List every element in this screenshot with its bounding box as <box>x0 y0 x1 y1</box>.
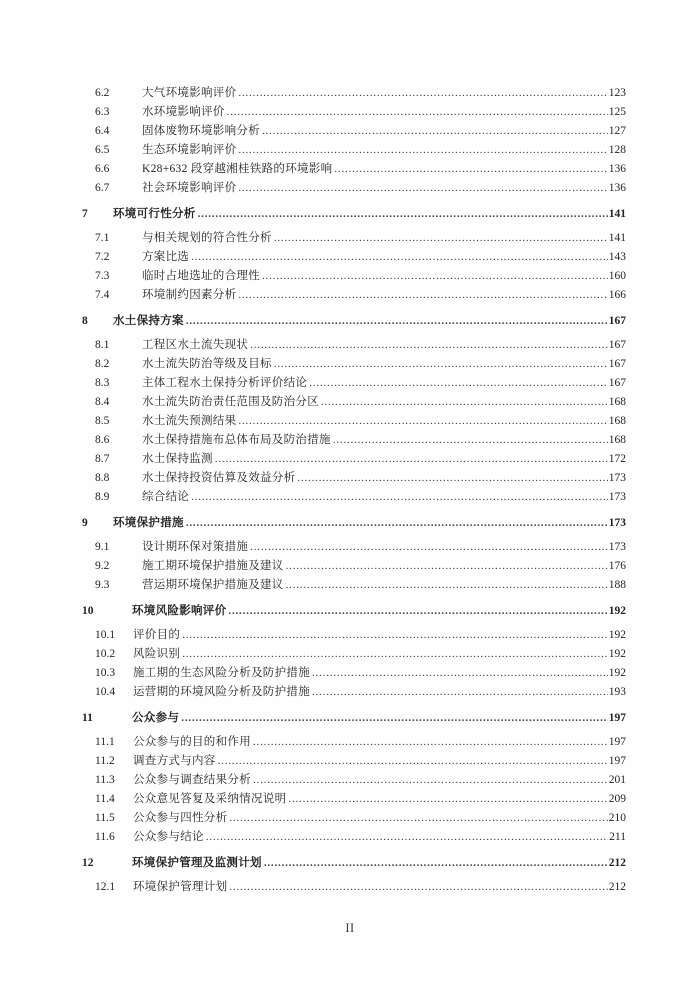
toc-entry-number: 10.1 <box>95 629 116 641</box>
toc-entry-number: 6.7 <box>95 182 110 194</box>
toc-entry-number: 8.9 <box>95 491 110 503</box>
toc-entry-number: 6.4 <box>95 125 110 137</box>
toc-entry-number: 7.1 <box>95 232 110 244</box>
toc-entry[interactable] <box>82 709 626 728</box>
toc-entry-page: 136 <box>608 182 626 194</box>
toc-entry[interactable] <box>95 141 626 160</box>
toc-entry-page: 201 <box>608 774 626 786</box>
toc-entry[interactable] <box>95 393 626 412</box>
toc-entry-page: 176 <box>608 560 626 572</box>
toc-entry-title: 环境可行性分析 <box>113 208 196 220</box>
toc-entry[interactable] <box>95 664 626 683</box>
toc-entry-title: 运营期的环境风险分析及防护措施 <box>133 686 310 698</box>
toc-entry[interactable] <box>95 229 626 248</box>
toc-entry[interactable] <box>95 248 626 267</box>
toc-entry-title: 生态环境影响评价 <box>142 144 237 156</box>
toc-entry[interactable] <box>82 514 626 533</box>
toc-entry-page: 173 <box>608 541 626 553</box>
dot-leader <box>274 355 608 374</box>
dot-leader <box>250 538 608 557</box>
toc-entry[interactable] <box>95 771 626 790</box>
toc-entry-title: 环境保护措施 <box>113 517 184 529</box>
toc-entry-title: 营运期环境保护措施及建议 <box>142 579 284 591</box>
toc-entry-title: 公众参与结论 <box>133 831 204 843</box>
toc-entry-number: 11.5 <box>95 812 115 824</box>
dot-leader <box>286 557 608 576</box>
toc-entry[interactable] <box>95 336 626 355</box>
dot-leader <box>238 141 607 160</box>
toc-entry-title: 公众参与调查结果分析 <box>133 774 251 786</box>
toc-entry[interactable] <box>95 412 626 431</box>
toc-entry-title: 施工期的生态风险分析及防护措施 <box>133 667 310 679</box>
toc-entry-page: 173 <box>608 491 626 503</box>
toc-entry[interactable] <box>82 312 626 331</box>
toc-entry-number: 6.5 <box>95 144 110 156</box>
dot-leader <box>312 664 608 683</box>
toc-entry-page: 136 <box>608 163 626 175</box>
toc-entry-page: 168 <box>608 415 626 427</box>
toc-entry-number: 11.3 <box>95 774 115 786</box>
toc-entry-title: 固体废物环境影响分析 <box>142 125 260 137</box>
toc-entry[interactable] <box>95 790 626 809</box>
toc-entry[interactable] <box>95 538 626 557</box>
dot-leader <box>312 683 608 702</box>
toc-entry-page: 192 <box>608 667 626 679</box>
toc-entry[interactable] <box>95 355 626 374</box>
toc-entry-title: K28+632 段穿越湘桂铁路的环境影响 <box>142 163 333 175</box>
toc-entry[interactable] <box>95 488 626 507</box>
toc-entry-page: 210 <box>608 812 626 824</box>
dot-leader <box>182 645 608 664</box>
toc-entry-number: 7.2 <box>95 251 110 263</box>
toc-entry-page: 141 <box>608 208 626 220</box>
dot-leader <box>182 626 608 645</box>
toc-entry-number: 7 <box>82 208 88 220</box>
toc-entry[interactable] <box>95 752 626 771</box>
page-number-footer: II <box>345 921 355 935</box>
toc-entry[interactable] <box>82 602 626 621</box>
toc-entry-page: 193 <box>608 686 626 698</box>
toc-entry-number: 8.2 <box>95 358 110 370</box>
toc-entry[interactable] <box>95 469 626 488</box>
toc-entry-page: 160 <box>608 270 626 282</box>
dot-leader <box>206 828 608 847</box>
toc-entry[interactable] <box>95 286 626 305</box>
toc-entry-title: 公众意见答复及采纳情况说明 <box>133 793 287 805</box>
toc-entry-page: 212 <box>608 881 626 893</box>
toc-entry-number: 12.1 <box>95 881 116 893</box>
dot-leader <box>309 374 608 393</box>
dot-leader <box>321 393 608 412</box>
toc-entry[interactable] <box>82 205 626 224</box>
toc-entry-title: 调查方式与内容 <box>133 755 216 767</box>
dot-leader <box>238 412 607 431</box>
toc-entry-title: 与相关规划的符合性分析 <box>142 232 272 244</box>
toc-entry-title: 水土保持方案 <box>113 315 184 327</box>
toc-entry-page: 127 <box>608 125 626 137</box>
toc-entry[interactable] <box>95 626 626 645</box>
toc-entry-title: 大气环境影响评价 <box>142 87 237 99</box>
toc-entry-number: 11 <box>82 712 93 724</box>
toc-entry-page: 209 <box>608 793 626 805</box>
toc-entry-page: 212 <box>608 857 626 869</box>
toc-entry[interactable] <box>95 103 626 122</box>
toc-entry-title: 水土保持措施布总体布局及防治措施 <box>142 434 331 446</box>
dot-leader <box>334 160 607 179</box>
toc-entry-number: 11.4 <box>95 793 115 805</box>
toc-entry[interactable] <box>95 576 626 595</box>
toc-entry-title: 环境制约因素分析 <box>142 289 237 301</box>
toc-entry-number: 7.4 <box>95 289 110 301</box>
toc-entry[interactable] <box>95 809 626 828</box>
toc-entry-page: 125 <box>608 106 626 118</box>
toc-entry[interactable] <box>95 878 626 897</box>
toc-entry[interactable] <box>95 683 626 702</box>
toc-entry-number: 8.3 <box>95 377 110 389</box>
toc-entry-title: 环境保护管理计划 <box>133 881 228 893</box>
toc-entry-number: 11.1 <box>95 736 115 748</box>
dot-leader <box>198 205 608 224</box>
toc-entry-page: 173 <box>608 472 626 484</box>
toc-entry-title: 水土流失预测结果 <box>142 415 237 427</box>
toc-entry[interactable] <box>82 854 626 873</box>
toc-entry-number: 9 <box>82 517 88 529</box>
dot-leader <box>253 771 608 790</box>
toc-entry[interactable] <box>95 267 626 286</box>
dot-leader <box>286 576 608 595</box>
toc-entry-page: 167 <box>608 339 626 351</box>
dot-leader <box>250 336 608 355</box>
toc-entry-number: 9.2 <box>95 560 110 572</box>
dot-leader <box>333 431 608 450</box>
toc-entry-number: 6.2 <box>95 87 110 99</box>
toc-entry-number: 9.1 <box>95 541 110 553</box>
toc-entry-title: 水土保持投资估算及效益分析 <box>142 472 296 484</box>
toc-entry-title: 风险识别 <box>133 648 181 660</box>
toc-entry-page: 167 <box>608 377 626 389</box>
toc-entry-title: 水土流失防治等级及目标 <box>142 358 272 370</box>
toc-entry[interactable] <box>95 374 626 393</box>
toc-entry-number: 10 <box>82 605 94 617</box>
toc-entry-title: 环境风险影响评价 <box>132 605 227 617</box>
dot-leader <box>274 229 608 248</box>
toc-entry-page: 192 <box>608 648 626 660</box>
toc-entry-number: 8.5 <box>95 415 110 427</box>
dot-leader <box>238 84 607 103</box>
toc-entry-number: 8.8 <box>95 472 110 484</box>
toc-entry-title: 施工期环境保护措施及建议 <box>142 560 284 572</box>
toc-entry-number: 10.2 <box>95 648 116 660</box>
toc-entry-title: 临时占地选址的合理性 <box>142 270 260 282</box>
toc-entry-title: 工程区水土流失现状 <box>142 339 249 351</box>
toc-entry-number: 8.4 <box>95 396 110 408</box>
toc-entry-title: 社会环境影响评价 <box>142 182 237 194</box>
dot-leader <box>288 790 607 809</box>
dot-leader <box>186 514 608 533</box>
toc-entry-title: 方案比选 <box>142 251 190 263</box>
toc-entry-page: 197 <box>608 712 626 724</box>
toc-entry-number: 6.3 <box>95 106 110 118</box>
toc-entry-page: 211 <box>609 831 626 843</box>
toc-entry-title: 水土流失防治责任范围及防治分区 <box>142 396 319 408</box>
toc-entry[interactable] <box>95 828 626 847</box>
toc-entry-number: 7.3 <box>95 270 110 282</box>
toc-entry-title: 评价目的 <box>133 629 181 641</box>
dot-leader <box>262 122 608 141</box>
toc-entry-number: 6.6 <box>95 163 110 175</box>
dot-leader <box>238 179 607 198</box>
table-of-contents <box>82 84 626 897</box>
toc-entry-number: 8 <box>82 315 88 327</box>
toc-entry-number: 12 <box>82 857 94 869</box>
toc-entry[interactable] <box>95 122 626 141</box>
toc-entry[interactable] <box>95 84 626 103</box>
toc-entry-title: 环境保护管理及监测计划 <box>132 857 262 869</box>
toc-entry-title: 水土保持监测 <box>142 453 213 465</box>
dot-leader <box>218 752 608 771</box>
dot-leader <box>215 450 608 469</box>
toc-entry-number: 8.7 <box>95 453 110 465</box>
dot-leader <box>238 286 607 305</box>
dot-leader <box>264 854 608 873</box>
dot-leader <box>227 103 608 122</box>
toc-entry-number: 10.4 <box>95 686 116 698</box>
toc-entry-page: 128 <box>608 144 626 156</box>
toc-entry-number: 8.1 <box>95 339 110 351</box>
toc-entry-title: 公众参与四性分析 <box>133 812 228 824</box>
toc-entry-page: 141 <box>608 232 626 244</box>
toc-entry-page: 173 <box>608 517 626 529</box>
toc-entry[interactable] <box>95 733 626 752</box>
toc-entry-page: 172 <box>608 453 626 465</box>
dot-leader <box>181 709 608 728</box>
toc-entry-number: 11.2 <box>95 755 115 767</box>
dot-leader <box>253 733 608 752</box>
toc-entry[interactable] <box>95 450 626 469</box>
toc-entry-page: 197 <box>608 736 626 748</box>
toc-entry-number: 8.6 <box>95 434 110 446</box>
toc-entry-number: 11.6 <box>95 831 115 843</box>
toc-entry-page: 192 <box>608 605 626 617</box>
dot-leader <box>191 248 608 267</box>
toc-entry-number: 9.3 <box>95 579 110 591</box>
toc-entry[interactable] <box>95 179 626 198</box>
toc-entry-title: 公众参与的目的和作用 <box>133 736 251 748</box>
dot-leader <box>297 469 607 488</box>
dot-leader <box>191 488 608 507</box>
toc-entry-page: 192 <box>608 629 626 641</box>
toc-entry-page: 166 <box>608 289 626 301</box>
dot-leader <box>262 267 608 286</box>
toc-entry-title: 设计期环保对策措施 <box>142 541 249 553</box>
toc-entry[interactable] <box>95 557 626 576</box>
toc-entry-page: 168 <box>608 434 626 446</box>
dot-leader <box>229 809 607 828</box>
toc-entry[interactable] <box>95 160 626 179</box>
toc-entry-page: 143 <box>608 251 626 263</box>
toc-entry-title: 公众参与 <box>132 712 180 724</box>
toc-entry-page: 167 <box>608 358 626 370</box>
toc-entry-page: 197 <box>608 755 626 767</box>
toc-entry-page: 188 <box>608 579 626 591</box>
toc-entry-page: 168 <box>608 396 626 408</box>
dot-leader <box>228 602 607 621</box>
toc-entry-title: 综合结论 <box>142 491 190 503</box>
dot-leader <box>229 878 607 897</box>
toc-entry-title: 主体工程水土保持分析评价结论 <box>142 377 308 389</box>
toc-entry[interactable] <box>95 431 626 450</box>
toc-entry[interactable] <box>95 645 626 664</box>
toc-entry-page: 123 <box>608 87 626 99</box>
toc-entry-title: 水环境影响评价 <box>142 106 225 118</box>
dot-leader <box>186 312 608 331</box>
toc-entry-number: 10.3 <box>95 667 116 679</box>
toc-entry-page: 167 <box>608 315 626 327</box>
